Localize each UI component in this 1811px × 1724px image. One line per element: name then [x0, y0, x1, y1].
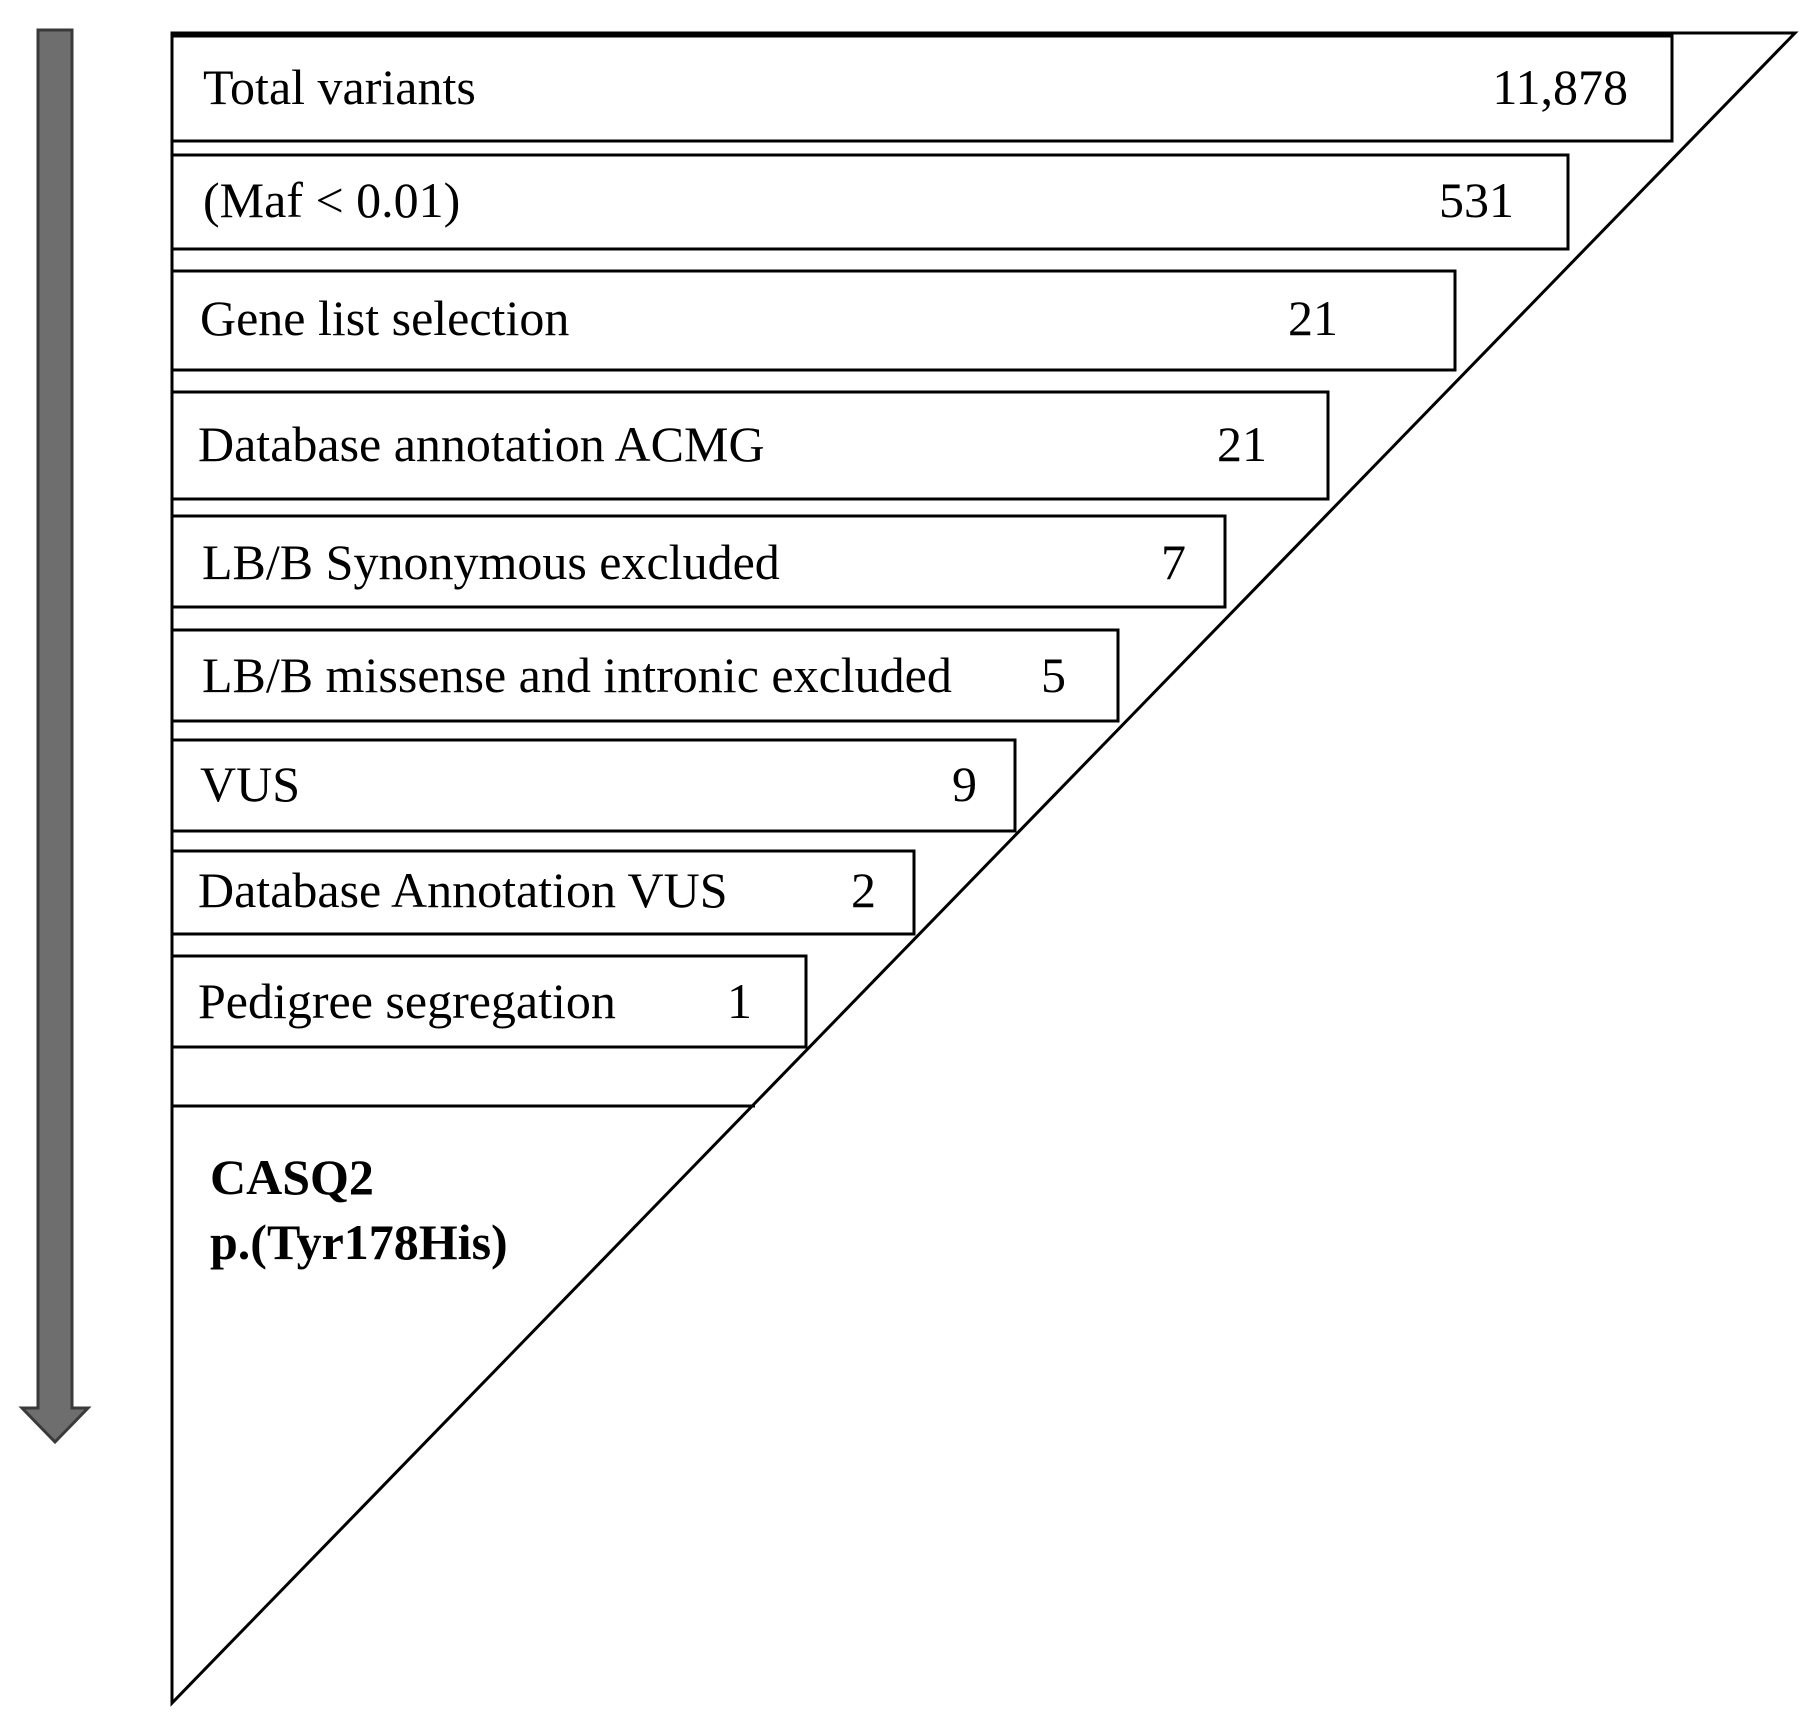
step-label: Gene list selection: [200, 290, 570, 346]
down-arrow-icon: [22, 30, 88, 1442]
step-count: 2: [851, 862, 876, 918]
result-gene: CASQ2: [210, 1149, 374, 1205]
step-label: LB/B missense and intronic excluded: [202, 647, 952, 703]
step-box: [172, 740, 1015, 831]
step-box: [172, 392, 1328, 499]
step-count: 9: [952, 756, 977, 812]
step-box: [172, 516, 1225, 607]
step-box: [172, 851, 914, 934]
step-box: [172, 956, 806, 1047]
step-box: [172, 630, 1118, 721]
step-count: 531: [1439, 172, 1514, 228]
step-label: VUS: [200, 756, 301, 812]
step-box: [172, 155, 1568, 249]
step-label: LB/B Synonymous excluded: [202, 534, 780, 590]
result-variant: p.(Tyr178His): [210, 1214, 508, 1270]
step-count: 1: [727, 973, 752, 1029]
step-count: 5: [1041, 647, 1066, 703]
step-label: Total variants: [203, 59, 476, 115]
step-box: [172, 271, 1455, 370]
step-count: 21: [1217, 416, 1267, 472]
step-count: 11,878: [1492, 59, 1628, 115]
step-label: (Maf < 0.01): [203, 172, 461, 228]
step-label: Database Annotation VUS: [198, 862, 728, 918]
step-label: Pedigree segregation: [198, 973, 616, 1029]
step-box: [172, 36, 1672, 141]
step-label: Database annotation ACMG: [198, 416, 765, 472]
step-count: 21: [1288, 290, 1338, 346]
step-count: 7: [1161, 534, 1186, 590]
